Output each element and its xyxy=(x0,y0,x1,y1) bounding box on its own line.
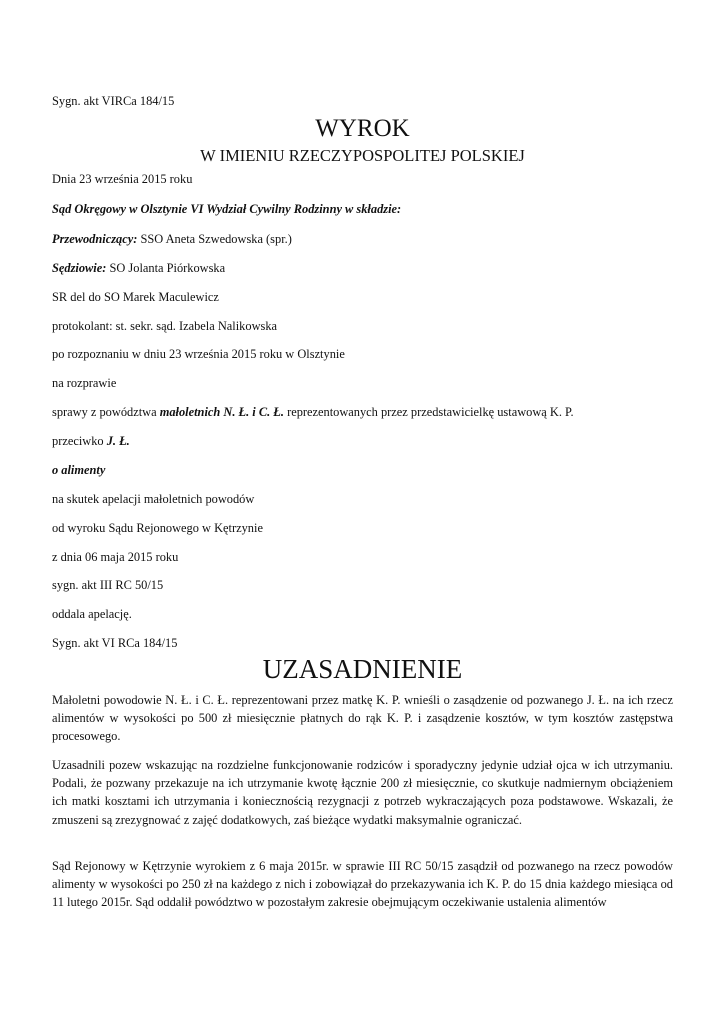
judgment-from: od wyroku Sądu Rejonowego w Kętrzynie xyxy=(52,521,263,535)
judgment-date: Dnia 23 września 2015 roku xyxy=(52,172,193,186)
justification-paragraph-2: Uzasadnili pozew wskazując na rozdzielne funkcjonowanie rodziców i sporadyczny jedynie udział ojca w ich utrzymaniu. Podali, że pozwany przekazuje na ich utrzymanie kwotę łącznie 200 zł miesięcznie, co skutkuje nadmiernym obciążeniem ich matki kosztami ich utrzymania i koniecznością rezygnacji z potrzeb wykraczających poza podstawowe. Wskazali, że zmuszeni są zrezygnować z zajęć dodatkowych, zaś bieżące wydatki maksymalnie ograniczać. xyxy=(52,758,673,827)
presiding-judge-label: Przewodniczący: xyxy=(52,232,138,246)
document-subtitle: W IMIENIU RZECZYPOSPOLITEJ POLSKIEJ xyxy=(200,146,525,165)
claim-suffix: reprezentowanych przez przedstawicielkę ustawową K. P. xyxy=(283,405,574,419)
justification-title: UZASADNIENIE xyxy=(262,654,463,684)
case-subject: o alimenty xyxy=(52,463,106,477)
presiding-judge xyxy=(52,232,292,247)
against-prefix: przeciwko xyxy=(52,434,107,448)
second-judge: SR del do SO Marek Maculewicz xyxy=(52,290,219,304)
against-line xyxy=(52,434,130,449)
justification-paragraph-3: Sąd Rejonowy w Kętrzynie wyrokiem z 6 maja 2015r. w sprawie III RC 50/15 zasądził od pozwanego na rzecz powodów alimenty w wysokości po 250 zł na każdego z nich i zobowiązał do przekazywania ich K. P. do 15 dnia każdego miesiąca od 11 lutego 2015r. Sąd oddalił powództwo w pozostałym zakresie obejmującym oczekiwanie ustalenia alimentów xyxy=(52,859,673,910)
claim-parties: małoletnich N. Ł. i C. Ł. xyxy=(159,405,284,419)
document-title: WYROK xyxy=(315,115,410,142)
claim-prefix: sprawy z powództwa xyxy=(52,405,160,419)
court-name: Sąd Okręgowy w Olsztynie VI Wydział Cywilny Rodzinny w składzie: xyxy=(52,202,402,216)
judges-value: SO Jolanta Piórkowska xyxy=(106,261,226,275)
judgment-date-lower: z dnia 06 maja 2015 roku xyxy=(52,550,179,564)
session-type: na rozprawie xyxy=(52,376,117,390)
appeal-line: na skutek apelacji małoletnich powodów xyxy=(52,492,255,506)
against-party: J. Ł. xyxy=(106,434,130,448)
presiding-judge-value: SSO Aneta Szwedowska (spr.) xyxy=(137,232,292,246)
case-signature: Sygn. akt VIRCa 184/15 xyxy=(52,94,175,108)
clerk: protokolant: st. sekr. sąd. Izabela Nalikowska xyxy=(52,319,278,333)
judges xyxy=(52,261,225,276)
claim-line xyxy=(52,405,574,420)
justification-paragraph-1: Małoletni powodowie N. Ł. i C. Ł. reprezentowani przez matkę K. P. wnieśli o zasądzenie od pozwanego J. Ł. na ich rzecz alimentów w wysokości po 500 zł miesięcznie płatnych do rąk K. P. i zasądzenie kosztów, w tym kosztów zastępstwa procesowego. xyxy=(52,693,673,744)
decision: oddala apelację. xyxy=(52,607,132,621)
judges-label: Sędziowie: xyxy=(52,261,107,275)
judgment-signature: sygn. akt III RC 50/15 xyxy=(52,578,164,592)
case-signature-2: Sygn. akt VI RCa 184/15 xyxy=(52,636,178,650)
hearing-info: po rozpoznaniu w dniu 23 września 2015 roku w Olsztynie xyxy=(52,347,345,361)
